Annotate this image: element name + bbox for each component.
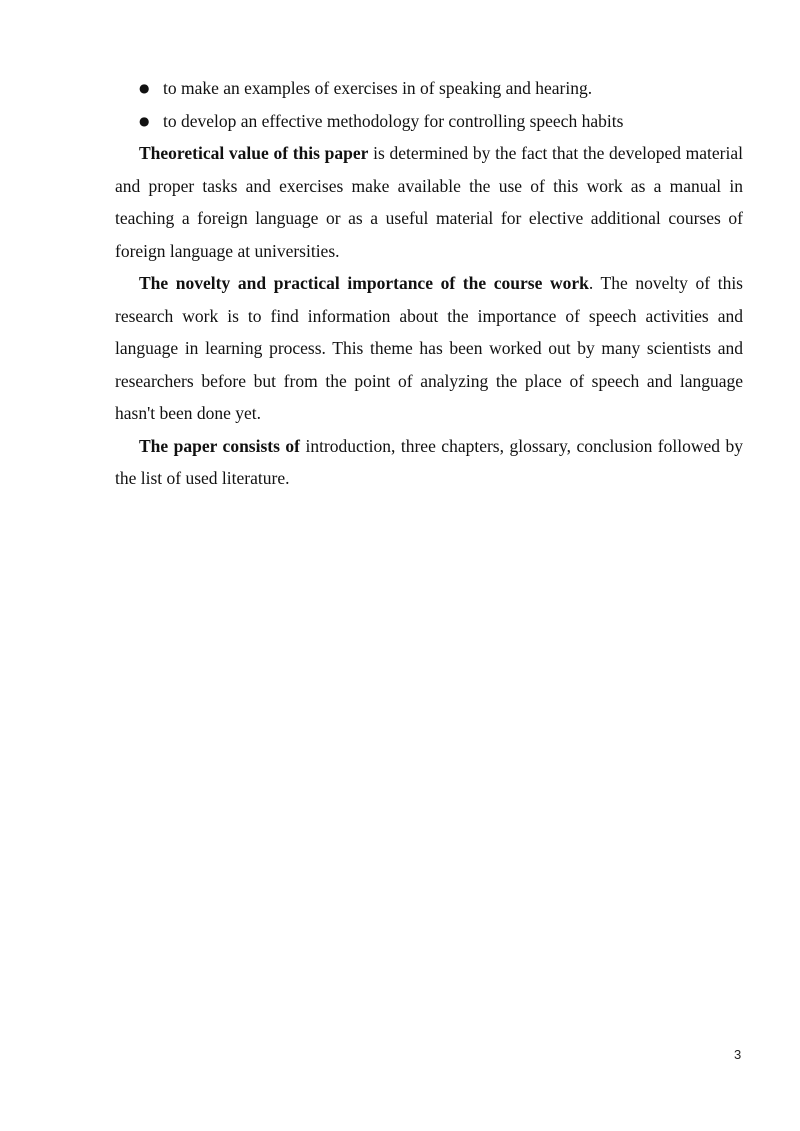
bullet-icon: ● — [139, 81, 150, 95]
paragraph-lead: Theoretical value of this paper — [139, 143, 369, 163]
page-content — [115, 72, 743, 495]
paragraph-text: introduction, three chapters, glossary, conclusion followed by the list of used literature. — [115, 435, 743, 488]
objectives-list — [115, 72, 743, 137]
list-item — [115, 72, 743, 105]
paragraph-theoretical-value — [115, 137, 743, 267]
page-number: 3 — [734, 1047, 742, 1062]
list-item — [115, 105, 743, 138]
paragraph-lead: The novelty and practical importance of the course work — [139, 273, 589, 293]
paragraph-text: . The novelty of this research work is to find information about the importance of speech activities and language in learning process. This theme has been worked out by many scientists and researchers before but from the point of analyzing the place of speech and language hasn't been done yet. — [115, 273, 743, 423]
list-item-text: to make an examples of exercises in of speaking and hearing. — [163, 78, 593, 98]
bullet-icon: ● — [139, 113, 150, 128]
paragraph-lead: The paper consists of — [139, 435, 300, 456]
paragraph-text: is determined by the fact that the developed material and proper tasks and exercises make available the use of this work as a manual in teaching a foreign language or as a useful material for elective additional courses of foreign language at universities. — [115, 143, 743, 261]
paragraph-structure — [115, 430, 743, 495]
list-item-text: to develop an effective methodology for controlling speech habits — [163, 110, 624, 131]
paragraph-novelty — [115, 267, 743, 430]
